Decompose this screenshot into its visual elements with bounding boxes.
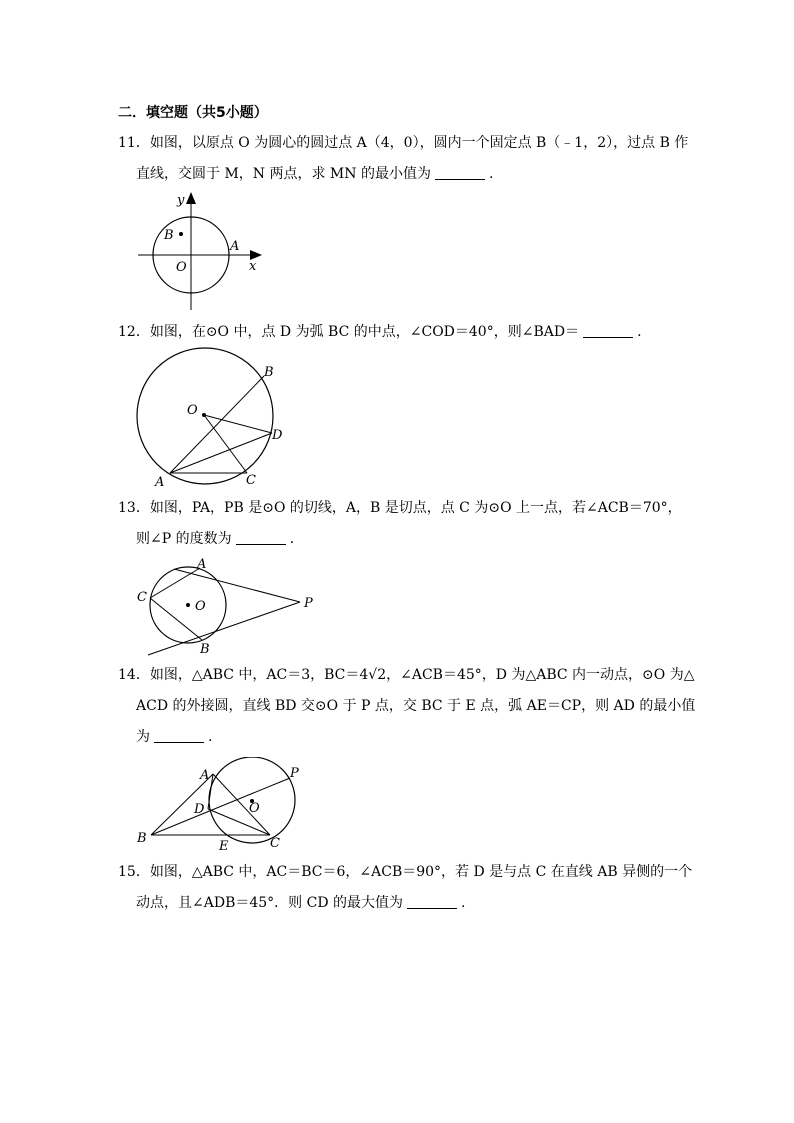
q13-end: . (289, 531, 295, 547)
q12-text: 12．如图，在⊙O 中，点 D 为弧 BC 的中点，∠COD＝40°，则∠BAD＝ (118, 324, 580, 340)
q11-point-b (179, 232, 183, 236)
q14-label-d: D (194, 802, 205, 817)
q15-answer-blank[interactable] (407, 894, 457, 909)
q14-label-a: A (200, 768, 210, 783)
q14-label-c: C (270, 836, 280, 851)
q12-label-d: D (272, 428, 283, 443)
q15-line2 (136, 893, 465, 913)
q12-center-o (202, 413, 206, 417)
q15-text: 动点，且∠ADB＝45°．则 CD 的最大值为 (136, 895, 404, 911)
q11-figure (130, 188, 270, 313)
q13-figure (130, 553, 330, 661)
q11-end: . (488, 166, 494, 182)
q11-label-a: A (230, 239, 240, 254)
q13-center-o (186, 603, 190, 607)
q15-line1: 15．如图，△ABC 中，AC＝BC＝6，∠ACB＝90°，若 D 是与点 C 在直线 AB 异侧的一个 (118, 864, 693, 880)
q13-tangent-pb (148, 602, 300, 655)
q11-label-b: B (164, 228, 174, 243)
q13-answer-blank[interactable] (236, 530, 286, 545)
q14-label-o: O (249, 801, 260, 816)
q12-line1 (118, 322, 642, 342)
q14-answer-blank[interactable] (154, 728, 204, 743)
q14-line-bp (151, 778, 290, 835)
q13-label-a: A (197, 557, 207, 572)
q12-end: . (637, 324, 642, 340)
q12-label-b: B (264, 365, 274, 380)
q11-label-x: x (249, 259, 257, 274)
q11-answer-blank[interactable] (435, 165, 485, 180)
q11-y-arrow (186, 192, 196, 204)
q12-line-ab (170, 376, 264, 473)
q13-line2 (136, 529, 294, 549)
q14-line2: ACD 的外接圆，直线 BD 交⊙O 于 P 点，交 BC 于 E 点，弧 AE＝CP，则 AD 的最小值 (136, 698, 696, 714)
q13-label-o: O (195, 599, 206, 614)
q11-line2 (136, 164, 493, 184)
q12-line-oc (204, 415, 247, 473)
q14-end: . (208, 729, 213, 745)
q14-line3 (136, 727, 212, 747)
q14-line-dc (208, 809, 270, 835)
section-title: 二．填空题（共5小题） (118, 105, 268, 121)
q12-label-a: A (155, 475, 165, 490)
q12-figure (130, 345, 300, 495)
q11-text: 直线，交圆于 M，N 两点，求 MN 的最小值为 (136, 166, 431, 182)
q13-label-b: B (200, 642, 210, 657)
q12-answer-blank[interactable] (583, 323, 633, 338)
q13-label-p: P (304, 596, 313, 611)
q11-label-o: O (176, 260, 187, 275)
q14-text: 为 (136, 729, 150, 745)
q11-label-y: y (177, 193, 185, 208)
q14-line1: 14．如图，△ABC 中，AC＝3，BC＝4√2，∠ACB＝45°，D 为△ABC 内一动点，⊙O 为△ (118, 667, 695, 683)
q13-tangent-pa (174, 569, 300, 602)
q15-end: . (461, 895, 466, 911)
q14-figure (130, 757, 320, 857)
q14-label-e: E (219, 839, 229, 854)
q13-label-c: C (137, 590, 147, 605)
q11-line1: 11．如图，以原点 O 为圆心的圆过点 A（4，0），圆内一个固定点 B（﹣1，2），过点 B 作 (118, 135, 689, 151)
q13-text: 则∠P 的度数为 (136, 531, 232, 547)
q12-line-ad (170, 433, 272, 473)
q13-line1: 13．如图，PA，PB 是⊙O 的切线，A，B 是切点，点 C 为⊙O 上一点，若∠ACB＝70°， (118, 500, 682, 516)
q12-label-c: C (246, 473, 256, 488)
q14-label-b: B (137, 831, 147, 846)
q14-label-p: P (290, 766, 299, 781)
q14-line-ac (213, 774, 270, 835)
q12-label-o: O (187, 403, 198, 418)
q12-line-od (204, 415, 272, 433)
